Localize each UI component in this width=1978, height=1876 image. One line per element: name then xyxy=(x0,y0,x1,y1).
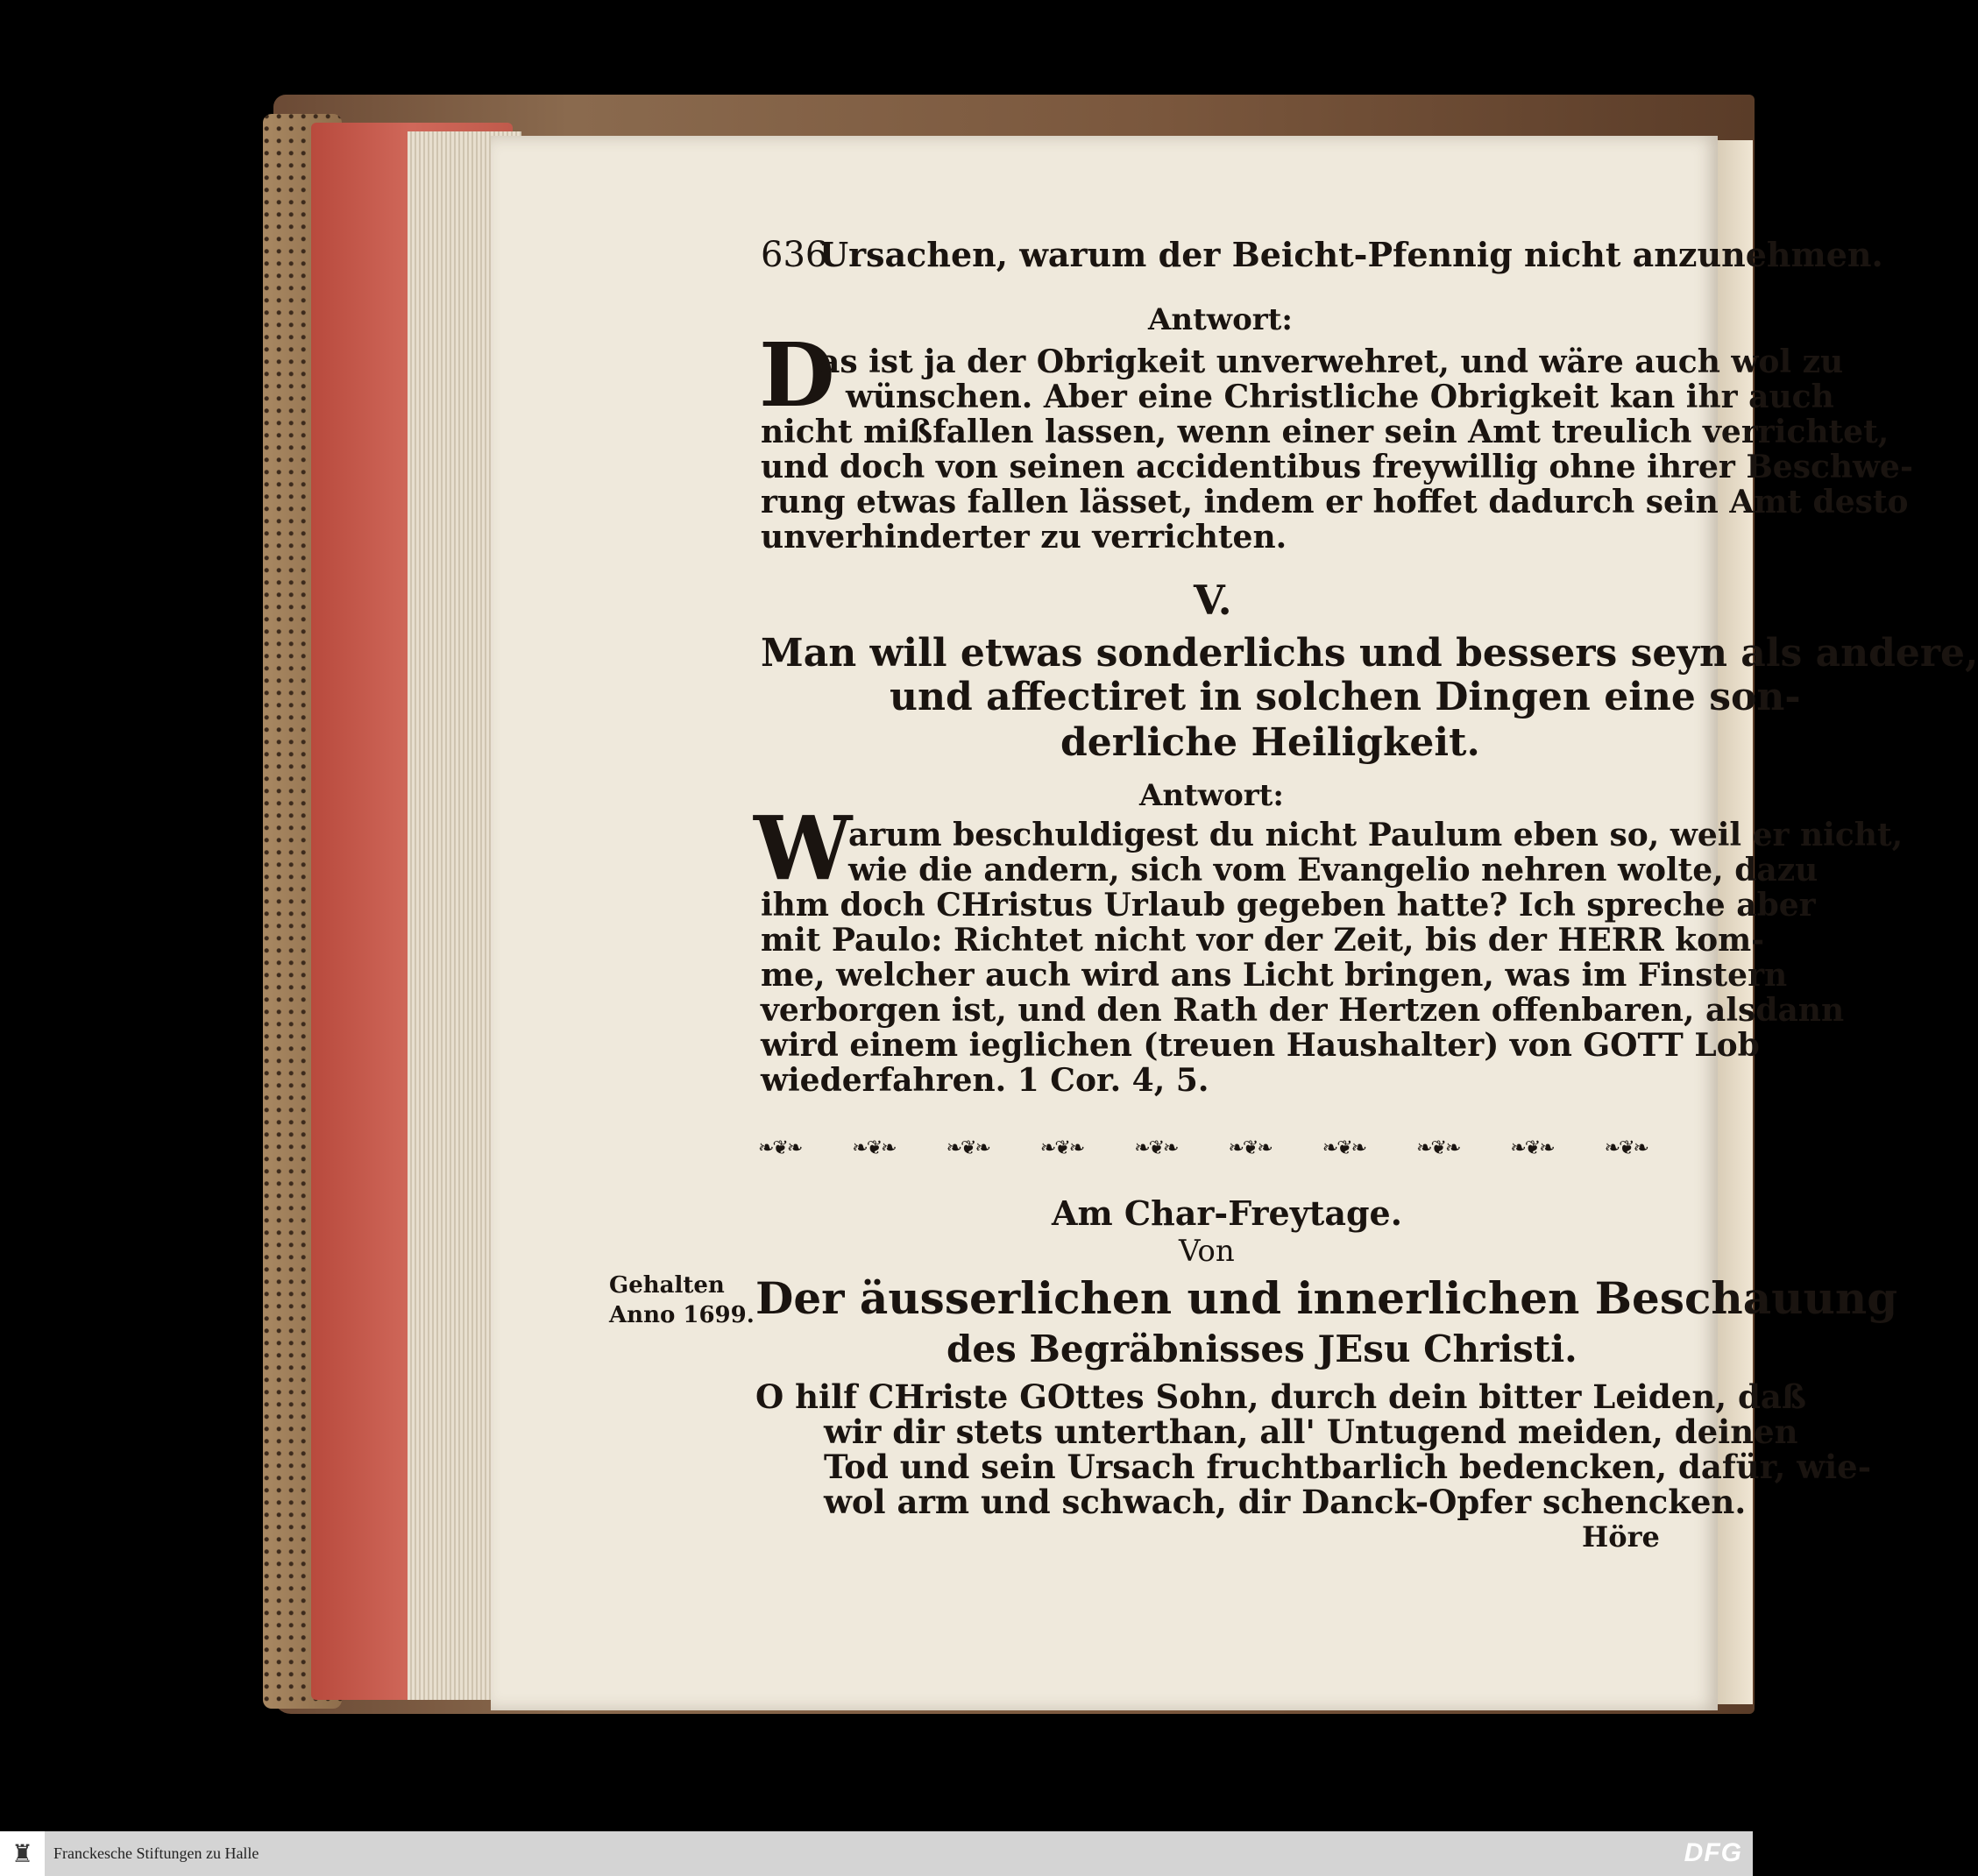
von-label: Von xyxy=(1179,1234,1235,1269)
sermon-title-line-1: Der äusserlichen und innerlichen Beschauung xyxy=(755,1272,1898,1324)
para-2-line-7: wird einem ieglichen (treuen Haushalter) von GOTT Lob xyxy=(761,1027,1760,1064)
para-1-line-6: unverhinderter zu verrichten. xyxy=(761,519,1287,556)
sermon-title-line-2: des Begräbnisses JEsu Christi. xyxy=(946,1327,1577,1370)
section-number: V. xyxy=(1194,577,1232,624)
drop-initial-w: W xyxy=(754,796,853,900)
running-head: Ursachen, warum der Beicht-Pfennig nicht anzunehmen. xyxy=(819,235,1883,274)
ornament-glyph: ❧❦❧ xyxy=(1322,1136,1366,1159)
para-2-line-8: wiederfahren. 1 Cor. 4, 5. xyxy=(761,1062,1209,1099)
ornament-glyph: ❧❦❧ xyxy=(1228,1136,1272,1159)
section-title-line-3: derliche Heiligkeit. xyxy=(1060,720,1480,765)
section-title-line-1: Man will etwas sonderlichs und bessers seyn als andere, xyxy=(761,631,1978,676)
para-1-line-4: und doch von seinen accidentibus freywillig ohne ihrer Beschwe- xyxy=(761,449,1913,485)
para-1-line-1: as ist ja der Obrigkeit unverwehret, und wäre auch wol zu xyxy=(819,343,1844,380)
para-2-line-4: mit Paulo: Richtet nicht vor der Zeit, bis der HERR kom- xyxy=(761,922,1765,959)
catchword: Höre xyxy=(1582,1520,1660,1554)
antwort-heading: Antwort: xyxy=(1148,302,1293,337)
ornament-glyph: ❧❦❧ xyxy=(852,1136,896,1159)
ornament-glyph: ❧❦❧ xyxy=(1134,1136,1178,1159)
marginal-note-2: Anno 1699. xyxy=(609,1302,755,1328)
para-2-line-1: arum beschuldigest du nicht Paulum eben so, weil er nicht, xyxy=(848,817,1904,853)
ornamental-rule xyxy=(758,1137,1648,1158)
viewer-footer xyxy=(0,1831,1753,1876)
hymn-line-1: O hilf CHriste GOttes Sohn, durch dein bitter Leiden, daß xyxy=(755,1377,1806,1416)
para-1-line-3: nicht mißfallen lassen, wenn einer sein Amt treulich verrichtet, xyxy=(761,414,1889,450)
para-1-line-2: wünschen. Aber eine Christliche Obrigkeit kan ihr auch xyxy=(846,379,1834,415)
feast-title: Am Char-Freytage. xyxy=(1052,1193,1402,1233)
page-number: 636 xyxy=(761,235,828,275)
dfg-logo: DFG xyxy=(1684,1838,1742,1867)
institution-logo-icon: ♜ xyxy=(0,1831,45,1876)
ornament-glyph: ❧❦❧ xyxy=(758,1136,802,1159)
section-title-line-2: und affectiret in solchen Dingen eine son- xyxy=(890,675,1801,719)
institution-name: Franckesche Stiftungen zu Halle xyxy=(53,1844,259,1862)
hymn-line-4: wol arm und schwach, dir Danck-Opfer schencken. xyxy=(824,1483,1747,1521)
drop-initial-d: D xyxy=(759,323,835,427)
para-2-line-2: wie die andern, sich vom Evangelio nehren wolte, dazu xyxy=(848,852,1818,888)
marginal-note-1: Gehalten xyxy=(609,1272,725,1299)
ornament-glyph: ❧❦❧ xyxy=(1039,1136,1084,1159)
ornament-glyph: ❧❦❧ xyxy=(946,1136,989,1159)
hymn-line-3: Tod und sein Ursach fruchtbarlich bedencken, dafür, wie- xyxy=(824,1448,1872,1486)
ornament-glyph: ❧❦❧ xyxy=(1604,1136,1648,1159)
ornament-glyph: ❧❦❧ xyxy=(1510,1136,1554,1159)
antwort-heading-2: Antwort: xyxy=(1139,778,1284,813)
para-1-line-5: rung etwas fallen lässet, indem er hoffet dadurch sein Amt desto xyxy=(761,484,1909,520)
para-2-line-5: me, welcher auch wird ans Licht bringen, was im Finstern xyxy=(761,957,1788,994)
hymn-line-2: wir dir stets unterthan, all' Untugend meiden, deinen xyxy=(824,1412,1798,1451)
para-2-line-3: ihm doch CHristus Urlaub gegeben hatte? Ich spreche aber xyxy=(761,887,1816,924)
ornament-glyph: ❧❦❧ xyxy=(1416,1136,1460,1159)
para-2-line-6: verborgen ist, und den Rath der Hertzen offenbaren, alsdann xyxy=(761,992,1845,1029)
